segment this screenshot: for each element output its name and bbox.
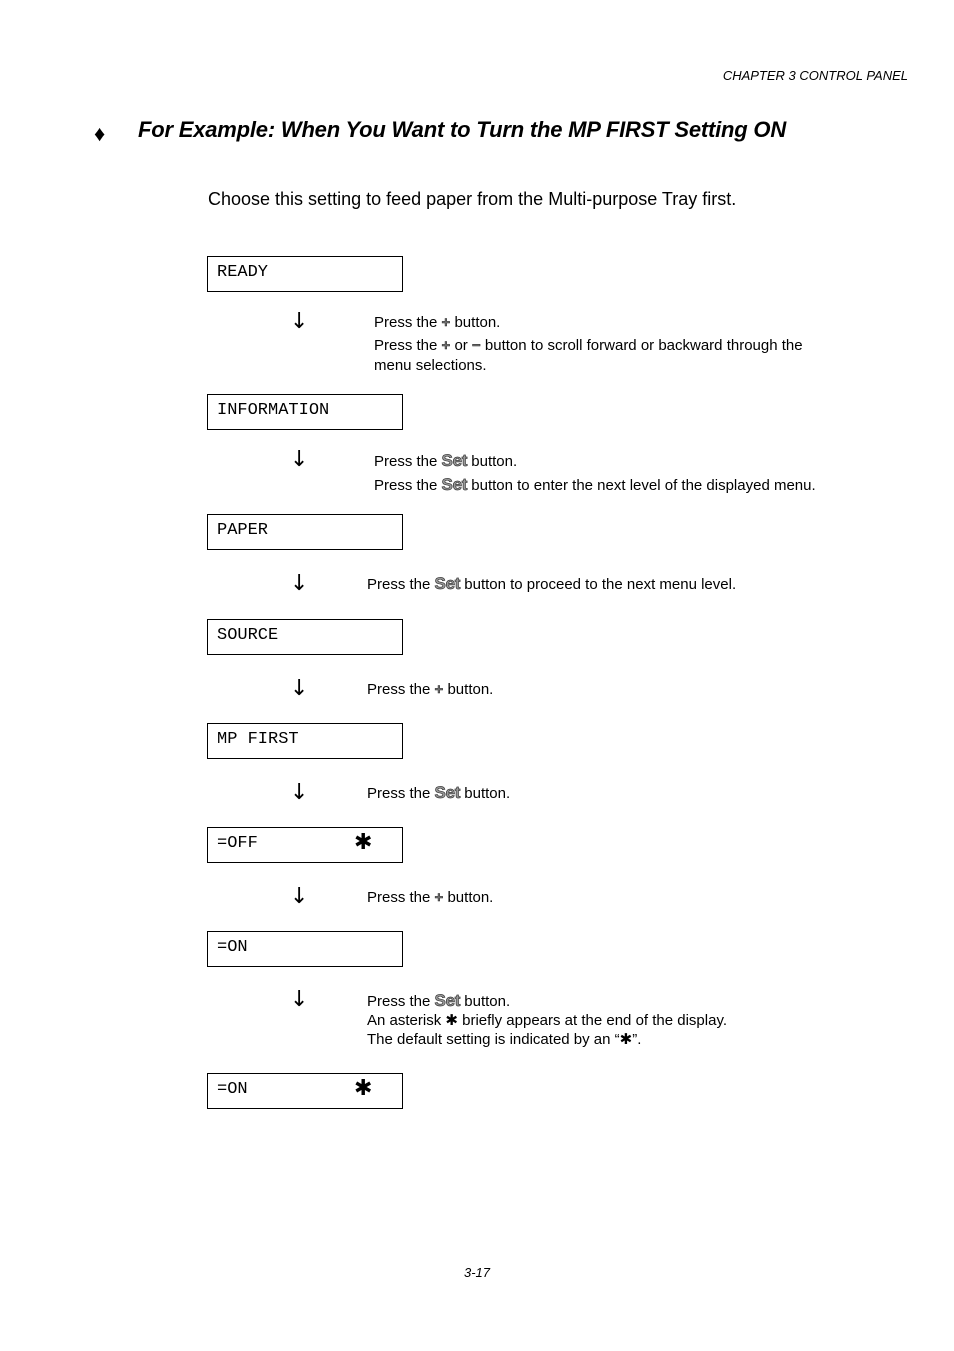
step-text: menu selections. [374,357,487,374]
lcd-text: INFORMATION [217,401,330,420]
lcd-text: SOURCE [217,626,279,645]
page-number: 3-17 [463,1265,491,1280]
step-text: button. [450,314,501,331]
step-text: Press the [367,889,435,906]
step-3-description [367,574,736,595]
step-text: An asterisk [367,1012,446,1029]
step-text: The default setting is indicated by an “ [367,1031,620,1048]
step-4-description [367,680,493,700]
step-6-description [367,888,493,908]
asterisk-icon: ✱ [354,1076,373,1101]
lcd-display-ready [207,256,403,292]
step-text: or [450,337,472,354]
step-text: Press the [374,337,442,354]
lcd-display-source [207,619,403,655]
step-text: button to enter the next level of the displayed menu. [467,477,816,494]
down-arrow-icon: ↓ [290,571,309,596]
step-text: Press the [374,453,442,470]
step-text: Press the [367,785,435,802]
plus-button-icon: + [434,681,444,698]
lcd-display-information [207,394,403,430]
step-text: button. [460,785,511,802]
set-button-icon: Set [434,783,461,802]
down-arrow-icon: ↓ [290,780,309,805]
step-text: Press the [367,576,435,593]
step-1-description [374,313,803,376]
lcd-display-on [207,931,403,967]
step-text: Press the [374,314,442,331]
section-title: For Example: When You Want to Turn the MP FIRST Setting ON [138,117,787,142]
down-arrow-icon: ↓ [290,309,309,334]
step-text: button. [467,453,518,470]
plus-button-icon: + [441,337,451,354]
lcd-text: READY [217,263,269,282]
set-button-icon: Set [434,574,461,593]
step-text: Press the [367,681,435,698]
lcd-text: =OFF [217,834,258,853]
down-arrow-icon: ↓ [290,987,309,1012]
step-text: button. [460,993,511,1010]
step-text: button. [443,681,494,698]
lcd-text: PAPER [217,521,269,540]
title-bullet-icon: ♦ [94,121,106,146]
lcd-text: =ON [217,1080,248,1099]
step-text: briefly appears at the end of the display. [457,1012,728,1029]
step-text: button. [443,889,494,906]
step-text: Press the [374,477,442,494]
down-arrow-icon: ↓ [290,447,309,472]
set-button-icon: Set [441,451,468,470]
intro-text: Choose this setting to feed paper from the Multi-purpose Tray first. [208,189,737,209]
lcd-display-off [207,827,403,863]
down-arrow-icon: ↓ [290,676,309,701]
asterisk-icon: ✱ [354,830,373,855]
asterisk-icon: ✱ [445,1011,458,1029]
step-7-description [367,991,727,1049]
chapter-header: CHAPTER 3 CONTROL PANEL [722,68,908,83]
down-arrow-icon: ↓ [290,884,309,909]
step-2-description [374,451,816,496]
set-button-icon: Set [441,475,468,494]
lcd-display-mp-first [207,723,403,759]
lcd-text: MP FIRST [217,730,299,749]
lcd-display-on-default [207,1073,403,1109]
step-text: button to proceed to the next menu level. [460,576,737,593]
plus-button-icon: + [441,314,451,331]
plus-button-icon: + [434,889,444,906]
set-button-icon: Set [434,991,461,1010]
step-text: button to scroll forward or backward through the [480,337,803,354]
lcd-text: =ON [217,938,248,957]
asterisk-icon: ✱ [619,1030,633,1048]
minus-button-icon: − [471,337,481,354]
step-5-description [367,783,510,804]
step-text: ”. [632,1031,642,1048]
lcd-display-paper [207,514,403,550]
step-text: Press the [367,993,435,1010]
